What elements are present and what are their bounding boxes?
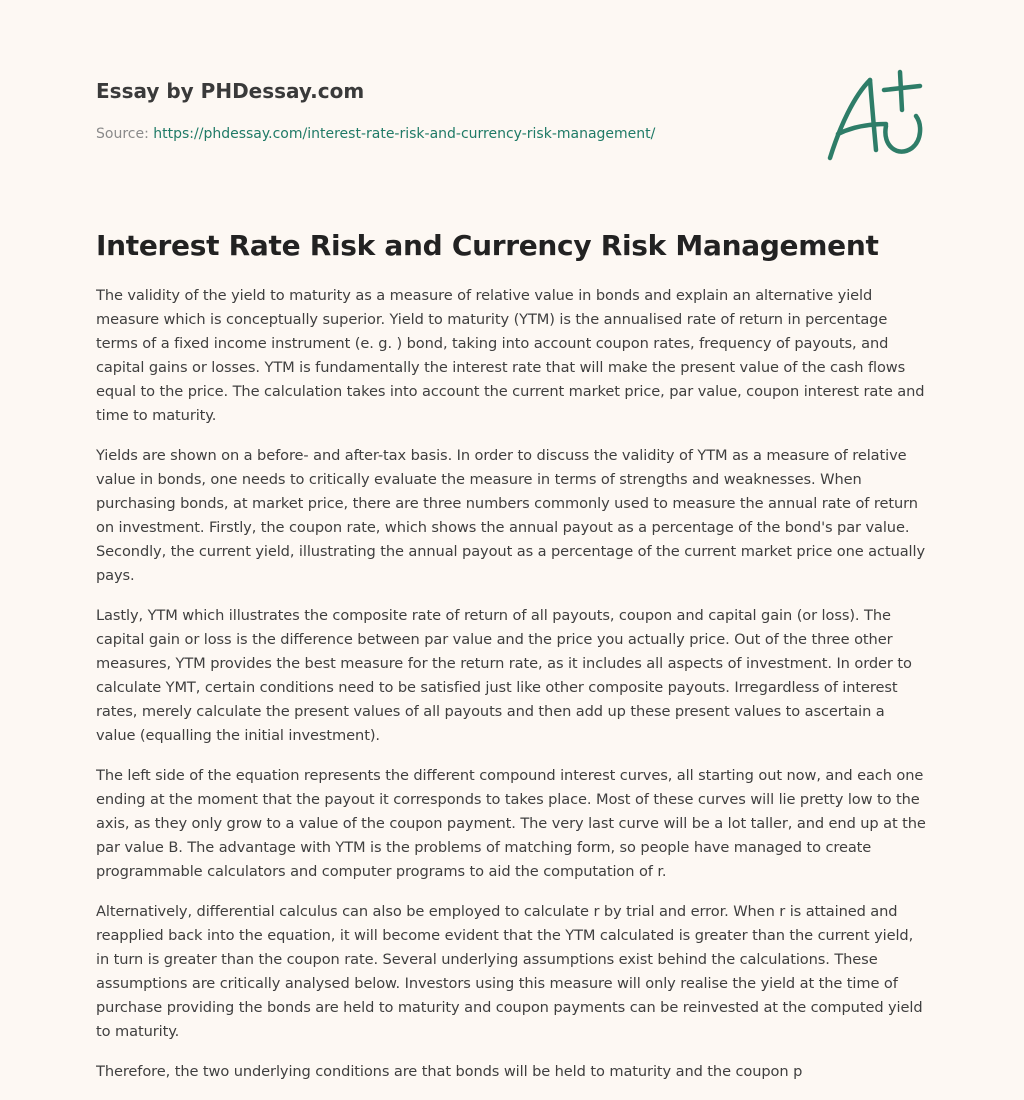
paragraph: Yields are shown on a before- and after-tax basis. In order to discuss the validity of YTM as a measure of relative value in bonds, one needs to critically evaluate the measure in terms of strengths and weaknesses. When purchasing bonds, at market price, there are three numbers commonly used to measure the annual rate of return on investment. Firstly, the coupon rate, which shows the annual payout as a percentage of the bond's par value. Secondly, the current yield, illustrating the annual payout as a percentage of the current market price one actually pays. [96, 447, 926, 584]
site-brand: Essay by PHDessay.com [96, 79, 365, 103]
source-line [96, 124, 776, 144]
a-plus-logo-graphic [820, 66, 930, 166]
source-link[interactable]: https://phdessay.com/interest-rate-risk-and-currency-risk-management/ [153, 126, 656, 142]
article-title: Interest Rate Risk and Currency Risk Management [96, 229, 879, 262]
article-body [96, 284, 928, 1100]
paragraph: The validity of the yield to maturity as a measure of relative value in bonds and explain an alternative yield measure which is conceptually superior. Yield to maturity (YTM) is the annualised rate of return in percentage terms of a fixed income instrument (e. g. ) bond, taking into account coupon rates, frequency of payouts, and capital gains or losses. YTM is fundamentally the interest rate that will make the present value of the cash flows equal to the price. The calculation takes into account the current market price, par value, coupon interest rate and time to maturity. [96, 287, 925, 424]
paragraph: Lastly, YTM which illustrates the composite rate of return of all payouts, coupon and capital gain (or loss). The capital gain or loss is the difference between par value and the price you actually price. Out of the three other measures, YTM provides the best measure for the return rate, as it includes all aspects of investment. In order to calculate YMT, certain conditions need to be satisfied just like other composite payouts. Irregardless of interest rates, merely calculate the present values of all payouts and then add up these present values to ascertain a value (equalling the initial investment). [96, 607, 912, 744]
essay-header [96, 78, 776, 144]
paragraph: Alternatively, differential calculus can also be employed to calculate r by trial and error. When r is attained and reapplied back into the equation, it will become evident that the YTM calculated is greater than the current yield, in turn is greater than the coupon rate. Several underlying assumptions exist behind the calculations. These assumptions are critically analysed below. Investors using this measure will only realise the yield at the time of purchase providing the bonds are held to maturity and coupon payments can be reinvested at the computed yield to maturity. [96, 903, 923, 1040]
a-plus-grade-icon [820, 66, 930, 166]
paragraph: Therefore, the two underlying conditions are that bonds will be held to maturity and the coupon p [96, 1063, 803, 1080]
paragraph: The left side of the equation represents the different compound interest curves, all starting out now, and each one ending at the moment that the payout it corresponds to takes place. Most of these curves will lie pretty low to the axis, as they only grow to a value of the coupon payment. The very last curve will be a lot taller, and end up at the par value B. The advantage with YTM is the problems of matching form, so people have managed to create programmable calculators and computer programs to aid the computation of r. [96, 767, 926, 880]
source-label: Source: [96, 126, 149, 142]
